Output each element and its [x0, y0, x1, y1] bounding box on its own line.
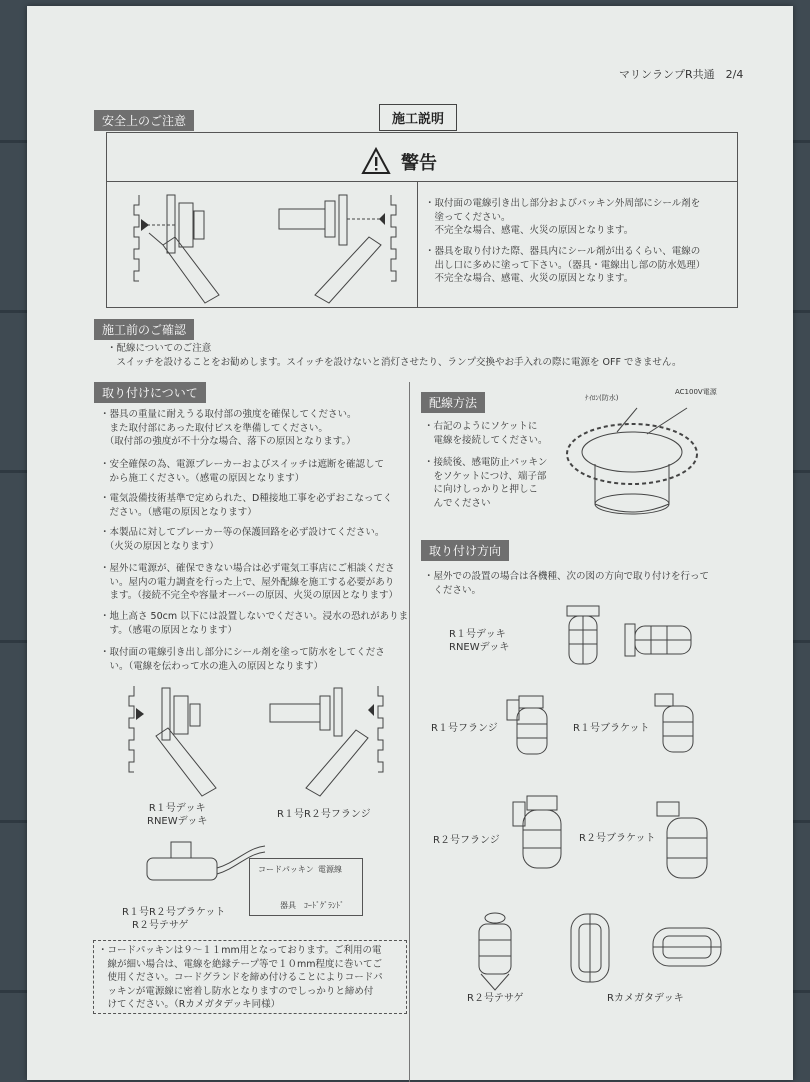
wiring-text-1: ・右記のようにソケットに 電線を接続してください。	[424, 421, 548, 446]
caption-r1-deck: R１号デッキ RNEWデッキ	[147, 803, 208, 827]
label-r2-flange: R２号フランジ	[433, 835, 500, 846]
instruction-sheet	[27, 6, 793, 1080]
sealant-diagram-install	[120, 678, 420, 798]
install-item-6: ・地上高さ 50cm 以下には設置しないでください。浸水の恐れがありま す。（感電の原因となります）	[100, 611, 409, 636]
label-r1-flange: R１号フランジ	[431, 723, 498, 734]
install-tag: 取り付けについて	[94, 382, 206, 403]
warning-text-2: ・器具を取り付けた際、器具内にシール剤が出るくらい、電線の 出し口に多めに塗って下さい。（器具・電線出し部の防水処理） 不完全な場合、感電、火災の原因となります。	[425, 246, 706, 284]
inset-power-label: 電源線	[318, 865, 342, 874]
label-kamegata-deck: Rカメガタデッキ	[607, 993, 684, 1004]
inset-bottom-label: 器具 ｺｰﾄﾞｸﾞﾗﾝﾄﾞ	[280, 901, 344, 910]
label-r2-hanging: R２号テサゲ	[467, 993, 524, 1004]
socket-diagram	[557, 404, 707, 524]
lamp-r1-flange	[505, 694, 557, 758]
cord-inset	[249, 858, 363, 916]
install-item-4: ・本製品に対してブレーカー等の保護回路を必ず設けてください。 （火災の原因となります）	[100, 527, 385, 552]
warning-text-1: ・取付面の電線引き出し部分およびパッキン外周部にシール剤を 塗ってください。 不完全な場合、感電、火災の原因となります。	[425, 198, 701, 236]
wiring-tag: 配線方法	[421, 392, 485, 413]
lamp-r1-bracket	[653, 692, 701, 756]
lamp-r2-flange	[511, 794, 575, 874]
lamp-r2-bracket	[655, 800, 719, 884]
install-item-1: ・器具の重量に耐えうる取付部の強度を確保してください。 また取付部にあった取付ビスを準備してください。 （取付部の強度が不十分な場合、落下の原因となります。）	[100, 409, 357, 447]
caption-bracket: R１号R２号ブラケット R２号テサゲ	[122, 907, 226, 931]
lamp-r1-deck-side	[623, 620, 695, 660]
lamp-r1-deck-upright	[563, 604, 603, 676]
label-r1-deck: R１号デッキ RNEWデッキ	[449, 629, 510, 653]
sealant-diagram-top	[119, 185, 419, 305]
wiring-label-nylon: ﾅｲﾛﾝ(防水)	[585, 394, 619, 402]
warning-icon	[361, 147, 391, 175]
lamp-kamegata-side	[649, 924, 725, 970]
label-r2-bracket: R２号ブラケット	[579, 833, 656, 844]
cord-note-box	[93, 940, 407, 1014]
install-item-3: ・電気設備技術基準で定められた、D種接地工事を必ずおこなってく ださい。（感電の原因となります）	[100, 493, 393, 518]
warning-title: 警告	[401, 153, 437, 174]
direction-text: ・屋外での設置の場合は各機種、次の図の方向で取り付けを行って ください。	[424, 571, 710, 596]
document-title: マリンランプR共通 2/4	[619, 68, 744, 81]
confirm-tag: 施工前のご確認	[94, 319, 194, 340]
inset-cord-label: コードパッキン	[258, 865, 314, 874]
install-item-7: ・取付面の電線引き出し部分にシール剤を塗って防水をしてくださ い。（電線を伝わって水の進入の原因となります）	[100, 647, 385, 672]
main-title: 施工説明	[379, 104, 457, 131]
install-item-2: ・安全確保の為、電源ブレーカーおよびスイッチは遮断を確認して から施工ください。（感電の原因となります）	[100, 459, 385, 484]
label-r1-bracket: R１号ブラケット	[573, 723, 650, 734]
wiring-label-power: AC100V電源	[675, 388, 717, 396]
direction-tag: 取り付け方向	[421, 540, 509, 561]
lamp-kamegata-upright	[567, 910, 613, 986]
caption-flange: R１号R２号フランジ	[277, 809, 371, 820]
lamp-r2-hanging	[473, 910, 517, 994]
bracket-diagram	[137, 834, 267, 894]
install-item-5: ・屋外に電源が、確保できない場合は必ず電気工事店にご相談くださ い。屋内の電力調査を行った上で、屋外配線を施工する必要があり ます。（接続不完全や容量オーバーの原因、火災の原因となります）	[100, 563, 399, 601]
safety-tag: 安全上のご注意	[94, 110, 194, 131]
confirm-text: ・配線についてのご注意 スイッチを設けることをお勧めします。スイッチを設けないと消灯させたり、ランプ交換やお手入れの際に電源を OFF できません。	[107, 343, 682, 368]
wiring-text-2: ・接続後、感電防止パッキン をソケットにつけ、端子部 に向けしっかりと押しこ んでください	[424, 457, 548, 509]
warning-box	[106, 132, 738, 308]
cord-note: ・コードパッキンは９～１１mm用となっております。ご利用の電 線が細い場合は、電線を絶縁テープ等で１０mm程度に巻いてご 使用ください。コードグランドを締め付けることによりコードパ ッキンが電源線に密着し防水となりますのでしっかりと締め付 けてください。（Rカメガタデッキ同様）	[98, 945, 383, 1010]
